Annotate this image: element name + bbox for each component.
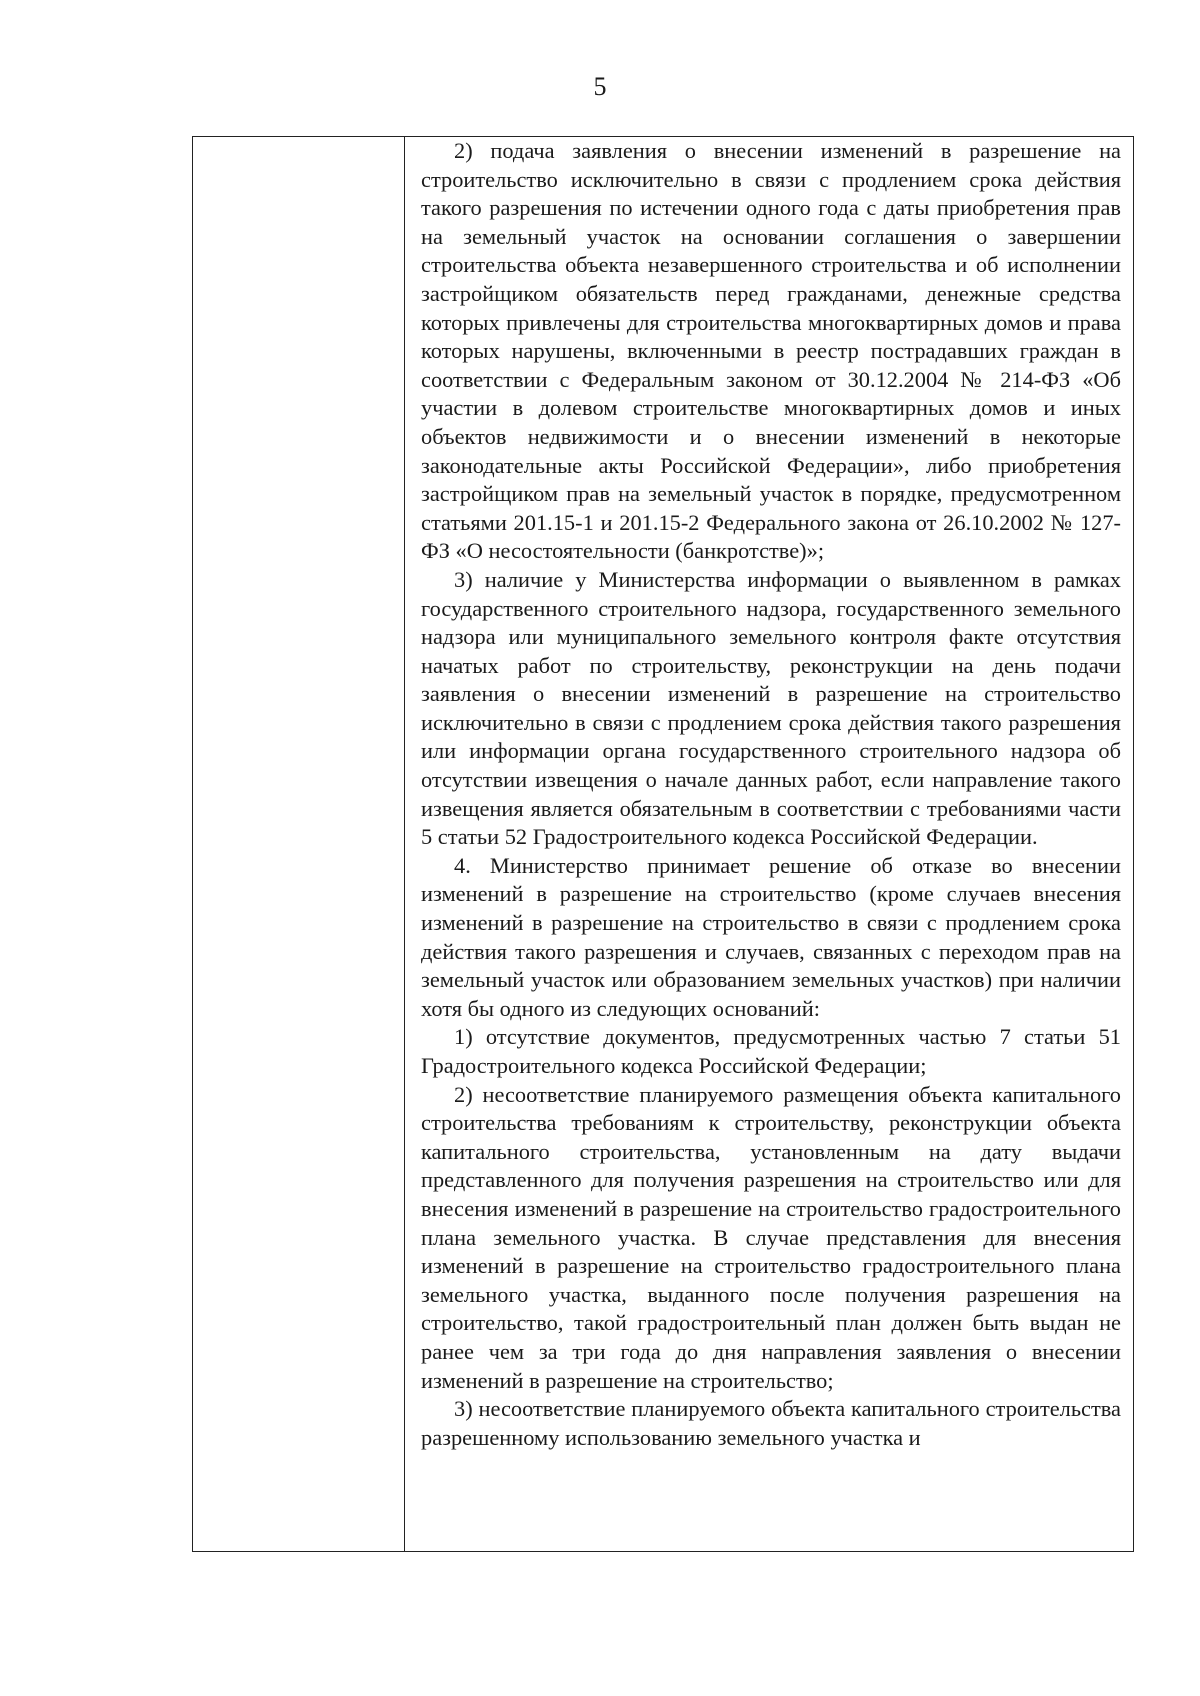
document-table [192,136,1134,1552]
table-left-column [193,137,405,1551]
paragraph-item-3-no-work: 3) наличие у Министерства информации о выявленном в рамках государственного строительного надзора, государственного земельного надзора или муниципального земельного контроля факте отсутствия начатых работ по строительству, реконструкции на день подачи заявления о внесении изменений в разрешение на строительство исключительно в связи с продлением срока действия такого разрешения или информации органа государственного строительного надзора об отсутствии извещения о начале данных работ, если направление такого извещения является обязательным в соответствии с требованиями части 5 статьи 52 Градостроительного кодекса Российской Федерации. [421,566,1121,850]
table-right-column [405,137,1133,1551]
page-number: 5 [593,72,607,101]
paragraph-item-2-nonconformity: 2) несоответствие планируемого размещения объекта капитального строительства требованиям к строительству, реконструкции объекта капитального строительства, установленным на дату выдачи представленного для получения разрешения на строительство или для внесения изменений в разрешение на строительство градостроительного плана земельного участка. В случае представления для внесения изменений в разрешение на строительство градостроительного плана земельного участка, выданного после получения разрешения на строительство, такой градостроительный план должен быть выдан не ранее чем за три года до дня направления заявления о внесении изменений в разрешение на строительство; [421,1081,1121,1393]
paragraph-item-3-land-use: 3) несоответствие планируемого объекта капитального строительства разрешенному использованию земельного участка и [421,1396,1121,1450]
paragraph-item-2-renewal: 2) подача заявления о внесении изменений в разрешение на строительство исключительно в связи с продлением срока действия такого разрешения по истечении одного года с даты приобретения прав на земельный участок на основании соглашения о завершении строительства объекта незавершенного строительства и об исполнении застройщиком обязательств перед гражданами, денежные средства которых привлечены для строительства многоквартирных домов и права которых нарушены, включенными в реестр пострадавших граждан в соответствии с Федеральным законом от 30.12.2004 № 214-ФЗ «Об участии в долевом строительстве многоквартирных домов и иных объектов недвижимости и о внесении изменений в некоторые законодательные акты Российской Федерации», либо приобретения застройщиком прав на земельный участок в порядке, предусмотренном статьями 201.15-1 и 201.15-2 Федерального закона от 26.10.2002 № 127-ФЗ «О несостоятельности (банкротстве)»; [421,138,1121,564]
paragraph-point-4-refusal: 4. Министерство принимает решение об отказе во внесении изменений в разрешение на строительство (кроме случаев внесения изменений в разрешение на строительство в связи с продлением срока действия такого разрешения и случаев, связанных с переходом прав на земельный участок или образованием земельных участков) при наличии хотя бы одного из следующих оснований: [421,852,1121,1021]
paragraph-item-1-missing-docs: 1) отсутствие документов, предусмотренных частью 7 статьи 51 Градостроительного кодекса Российской Федерации; [421,1024,1121,1078]
